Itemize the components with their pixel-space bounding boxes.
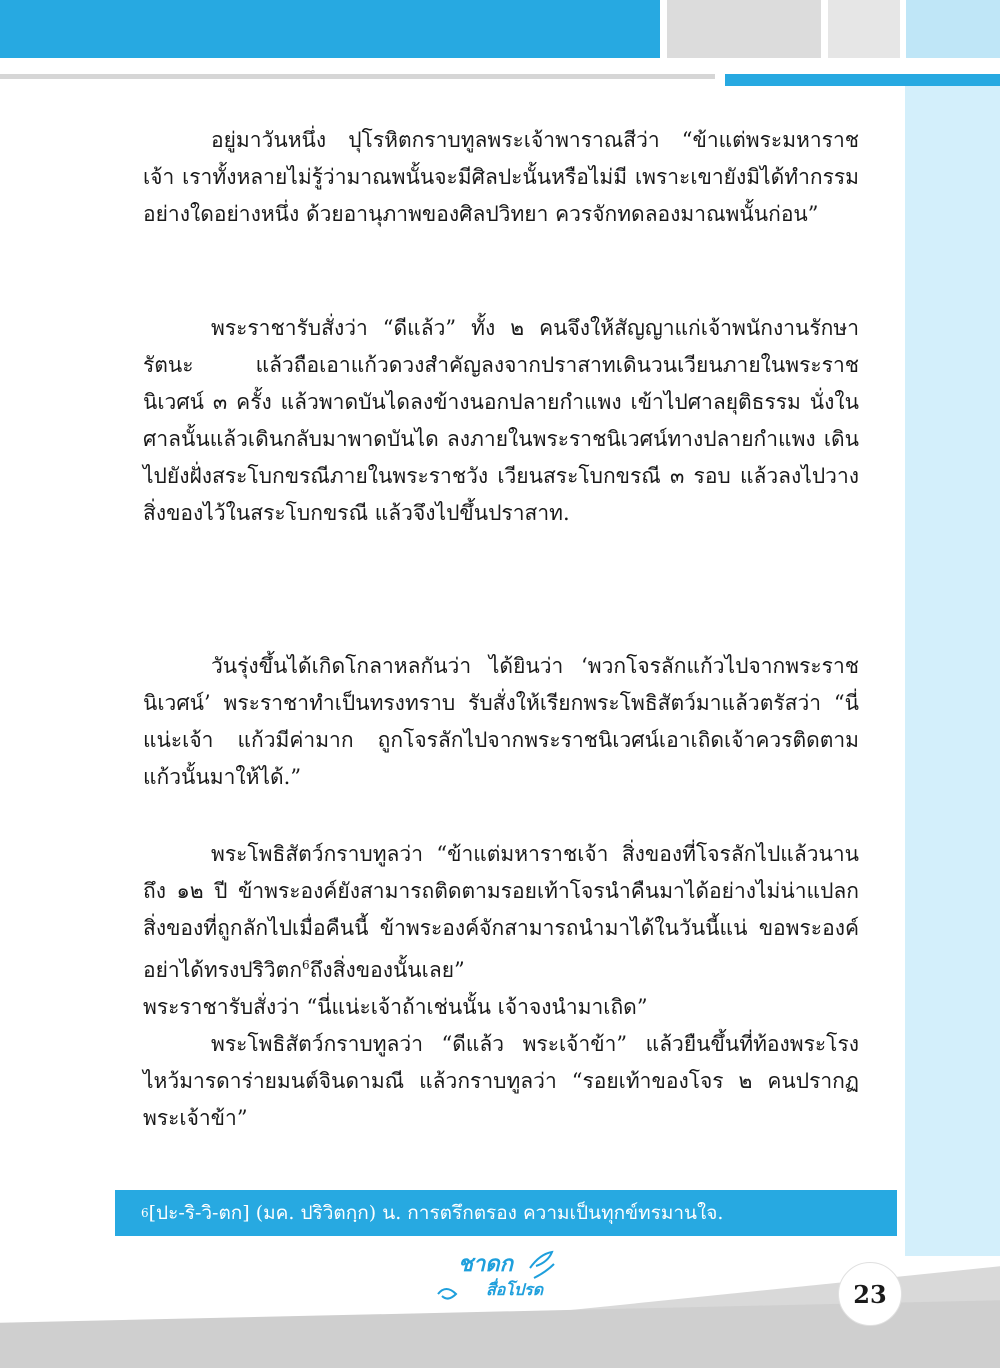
logo-line-2: สื่อโปรด <box>486 1280 544 1299</box>
paragraph-1 <box>143 122 859 233</box>
header-divider <box>0 74 715 79</box>
side-decoration-strip <box>905 86 1000 1256</box>
header-bar-light <box>906 0 1000 58</box>
book-logo <box>430 1248 565 1308</box>
page-number: 23 <box>838 1262 902 1326</box>
paragraph-2-text: พระราชารับสั่งว่า “ดีแล้ว” ทั้ง ๒ คนจึงให้สัญญาแก่เจ้าพนักงานรักษารัตนะ แล้วถือเอาแก้วดวงสำคัญลงจากปราสาทเดินวนเวียนภายในพระราชนิเวศน์ ๓ ครั้ง แล้วพาดบันไดลงข้างนอกปลายกำแพง เข้าไปศาลยุติธรรม นั่งในศาลนั้นแล้วเดินกลับมาพาดบันได ลงภายในพระราชนิเวศน์ทางปลายกำแพง เดินไปยังฝั่งสระโบกขรณีภายในพระราชวัง เวียนสระโบกขรณี ๓ รอบ แล้วลงไปวางสิ่งของไว้ในสระโบกขรณี แล้วจึงไปขึ้นปราสาท. <box>143 316 859 525</box>
paragraph-6-text: พระโพธิสัตว์กราบทูลว่า “ดีแล้ว พระเจ้าข้า” แล้วยืนขึ้นที่ท้องพระโรงไหว้มารดาร่ายมนต์จินดามณี แล้วกราบทูลว่า “รอยเท้าของโจร ๒ คนปรากฏพระเจ้าข้า” <box>143 1032 859 1130</box>
header-accent-line <box>725 74 1000 86</box>
footnote-text: [ปะ-ริ-วิ-ตก] (มค. ปริวิตกฺก) น. การตรึกตรอง ความเป็นทุกข์ทรมานใจ. <box>148 1202 724 1224</box>
header-bar-gray <box>667 0 821 58</box>
paragraph-3 <box>143 648 859 796</box>
header-bar-blue <box>0 0 660 58</box>
header-bar-gray-small <box>828 0 900 58</box>
paragraph-3-text: วันรุ่งขึ้นได้เกิดโกลาหลกันว่า ได้ยินว่า ‘พวกโจรลักแก้วไปจากพระราชนิเวศน์’ พระราชาทำเป็นทรงทราบ รับสั่งให้เรียกพระโพธิสัตว์มาแล้วตรัสว่า “นี่แน่ะเจ้า แก้วมีค่ามาก ถูกโจรลักไปจากพระราชนิเวศน์เอาเถิดเจ้าควรติดตามแก้วนั้นมาให้ได้.” <box>143 654 859 789</box>
footnote-marker: 6 <box>141 1206 149 1220</box>
paragraph-5-text: พระราชารับสั่งว่า “นี่แน่ะเจ้าถ้าเช่นนั้น เจ้าจงนำมาเถิด” <box>143 995 648 1019</box>
paragraph-2 <box>143 310 859 532</box>
paragraph-4-text-b: ถึงสิ่งของนั้นเลย” <box>309 958 465 982</box>
paragraph-1-text: อยู่มาวันหนึ่ง ปุโรหิตกราบทูลพระเจ้าพาราณสีว่า “ข้าแต่พระมหาราชเจ้า เราทั้งหลายไม่รู้ว่ามาณพนั้นจะมีศิลปะนั้นหรือไม่มี เพราะเขายังมิได้ทำกรรมอย่างใดอย่างหนึ่ง ด้วยอานุภาพของศิลปวิทยา ควรจักทดลองมาณพนั้นก่อน” <box>143 128 859 226</box>
paragraph-4-text-a: พระโพธิสัตว์กราบทูลว่า “ข้าแต่มหาราชเจ้า สิ่งของที่โจรลักไปแล้วนานถึง ๑๒ ปี ข้าพระองค์ยังสามารถติดตามรอยเท้าโจรนำคืนมาได้อย่างไม่น่าแปลก สิ่งของที่ถูกลักไปเมื่อคืนนี้ ข้าพระองค์จักสามารถนำมาได้ในวันนี้แน่ ขอพระองค์อย่าได้ทรงปริวิตก <box>143 842 859 982</box>
logo-line-1: ชาดก <box>458 1252 513 1277</box>
footnote-box <box>115 1190 897 1236</box>
paragraph-4 <box>143 836 859 989</box>
footnote-ref[interactable]: 6 <box>302 958 310 972</box>
paragraph-4-group <box>143 836 859 1137</box>
